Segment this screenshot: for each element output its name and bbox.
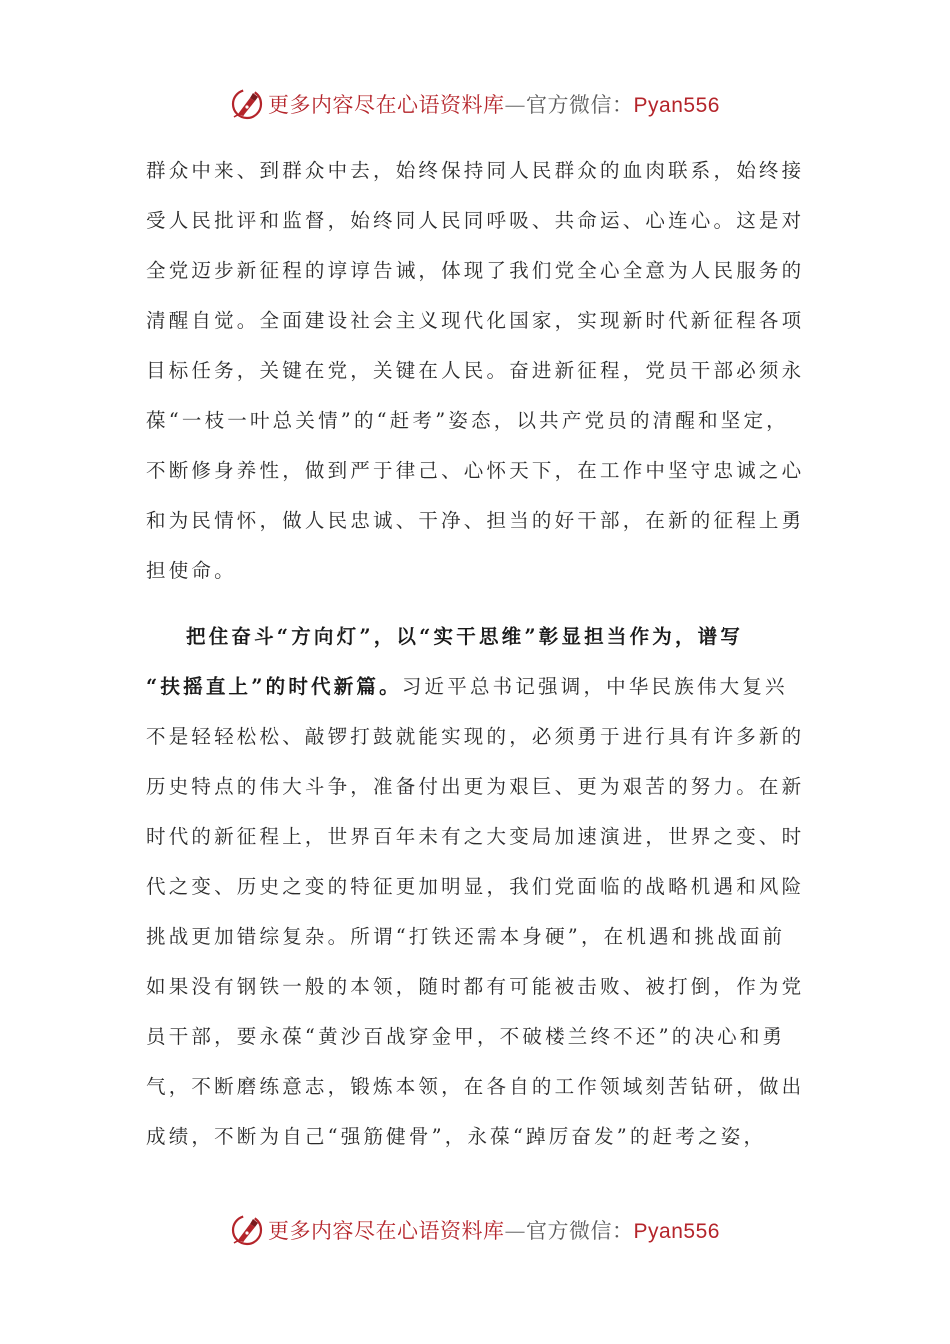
text-line: 葆“一枝一叶总关情”的“赶考”姿态，以共产党员的清醒和坚定，	[146, 409, 789, 432]
wechat-id: Pyan556	[633, 94, 720, 117]
text-line: 代之变、历史之变的特征更加明显，我们党面临的战略机遇和风险	[146, 875, 805, 898]
text-line: 挑战更加错综复杂。所谓“打铁还需本身硬”，在机遇和挑战面前	[146, 925, 786, 948]
banner-separator: —	[504, 93, 527, 117]
brand-name: 更多内容尽在心语资料库	[268, 1219, 505, 1243]
section-heading-line-1: 把住奋斗“方向灯”，以“实干思维”彰显担当作为，谱写	[186, 625, 744, 648]
text-line: 成绩，不断为自己“强筋健骨”，永葆“踔厉奋发”的赶考之姿，	[146, 1125, 767, 1148]
text-line: 历史特点的伟大斗争，准备付出更为艰巨、更为艰苦的努力。在新	[146, 775, 805, 798]
section-heading-end: “扶摇直上”的时代新篇。	[146, 675, 402, 698]
brand-name: 更多内容尽在心语资料库	[268, 93, 505, 117]
paragraph-2	[146, 612, 826, 1162]
document-body	[146, 146, 826, 1162]
text-line: 不断修身养性，做到严于律己、心怀天下，在工作中坚守忠诚之心	[146, 459, 805, 482]
paragraph-gap	[146, 596, 826, 612]
text-line: 目标任务，关键在党，关键在人民。奋进新征程，党员干部必须永	[146, 359, 805, 382]
banner-text	[268, 89, 720, 119]
text-line: 员干部，要永葆“黄沙百战穿金甲，不破楼兰终不还”的决心和勇	[146, 1025, 786, 1048]
section-heading-line-2	[146, 662, 826, 712]
pen-nib-logo-icon	[230, 1213, 264, 1247]
banner-separator: —	[504, 1219, 527, 1243]
text-line: 时代的新征程上，世界百年未有之大变局加速演进，世界之变、时	[146, 825, 805, 848]
text-line: 担使命。	[146, 559, 237, 582]
pen-nib-logo-icon	[230, 87, 264, 121]
paragraph-1	[146, 146, 826, 596]
wechat-label: 官方微信：	[526, 1219, 634, 1243]
text-line: 和为民情怀，做人民忠诚、干净、担当的好干部，在新的征程上勇	[146, 509, 805, 532]
wechat-label: 官方微信：	[526, 93, 634, 117]
text-line: 气，不断磨练意志，锻炼本领，在各自的工作领域刻苦钻研，做出	[146, 1075, 805, 1098]
text-run: 习近平总书记强调，中华民族伟大复兴	[401, 675, 788, 698]
footer-banner	[0, 1208, 950, 1252]
text-line: 不是轻轻松松、敲锣打鼓就能实现的，必须勇于进行具有许多新的	[146, 725, 805, 748]
text-line: 清醒自觉。全面建设社会主义现代化国家，实现新时代新征程各项	[146, 309, 805, 332]
text-line: 如果没有钢铁一般的本领，随时都有可能被击败、被打倒，作为党	[146, 975, 805, 998]
text-line: 受人民批评和监督，始终同人民同呼吸、共命运、心连心。这是对	[146, 209, 805, 232]
text-line: 全党迈步新征程的谆谆告诫，体现了我们党全心全意为人民服务的	[146, 259, 805, 282]
banner-text	[268, 1215, 720, 1245]
wechat-id: Pyan556	[633, 1220, 720, 1243]
text-line: 群众中来、到群众中去，始终保持同人民群众的血肉联系，始终接	[146, 159, 805, 182]
header-banner	[0, 82, 950, 126]
